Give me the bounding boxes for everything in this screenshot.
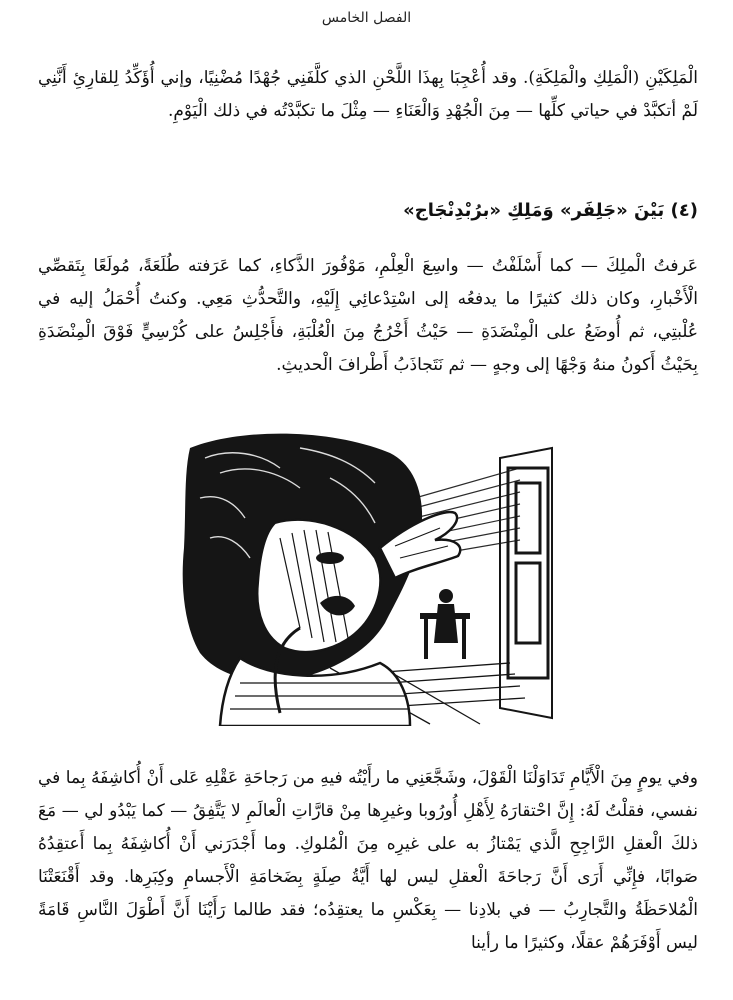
paragraph-king-description: عَرفتُ الْملِكَ — كما أَسْلَفْتُ — واسِعَ الْعِلْمِ، مَوْفُورَ الذَّكاءِ، كما عَرَفته طُلَعَةً، مُولَعًا بِتَقصِّي الْأَخْبارِ، وكان ذلك كثيرًا ما يدفعُه إلى اسْتِدْعائِي إِلَيْهِ، والتَّحدُّثِ مَعِي. وكنتُ أُحْمَلُ إليه في عُلْبتِي، ثم أُوضَعُ على الْمِنْضَدَةِ — حَيْثُ أَخْرُجُ مِنَ الْعُلْبَةِ، فأَجْلِسُ على كُرْسِيٍّ فَوْقَ الْمِنْضَدَةِ بِحَيْثُ أَكونُ منهُ وَجْهًا إلى وجهٍ — ثم نَتَجاذَبُ أَطْرافَ الْحديثِ. xyxy=(38,256,698,375)
paragraph-continuation: الْمَلِكَيْنِ (الْمَلِكِ والْمَلِكَةِ). وقد أُعْجِبَا بِهذَا اللَّحْنِ الذي كلَّفَنِي جُهْدًا مُضْنِيًا، وإني أُؤَكِّدُ لِلقارِئِ أَنَّنِي لَمْ أتكبَّدْ في حياتي كلِّها — مِنَ الْجُهْدِ وَالْعَنَاءِ — مِثْلَ ما تكبَّدْتُه في ذلك الْيَوْمِ. xyxy=(38,68,698,121)
chapter-running-head: الفصل الخامس xyxy=(321,10,412,26)
section-heading: (٤) بَيْنَ «جَلِفَر» وَمَلِكِ «برُبْدِنْجَاج» xyxy=(403,200,698,221)
engraving-illustration xyxy=(180,428,556,726)
paragraph-conversation: وفي يومٍ مِنَ الْأَيَّامِ تَدَاوَلْنَا الْقَوْلَ، وشَجَّعَنِي ما رأَيْتُه فيهِ من رَجاحَةِ عَقْلِهِ عَلى أَنْ أُكاشِفَهُ بِما في نفسي، فقلْتُ لَهُ: إِنَّ احْتقارَهُ لِأَهْلِ أُورُوبا وغيرِها مِنْ قارَّاتِ الْعالَمِ لا يَتَّفِقُ — كما يَبْدُو لي — مَعَ ذلكَ الْعقلِ الرَّاجِحِ الَّذي يَمْتازُ به على غيرِه مِنَ الْمُلوكِ. وما أَجْدَرَني أَنْ أُكاشِفَهُ بِما أَعتقِدُهُ صَوابًا، فإِنِّي أَرَى أَنَّ رَجاحَةَ الْعقلِ ليس لها أَيَّةُ صِلَةٍ بِضَخامَةِ الْأَجسامِ وكِبَرِها. وقد أَقْنَعَتْنَا الْمُلاحَظَةُ والتَّجارِبُ — في بلادِنا — بِعَكْسِ ما يعتقِدُه؛ فقد طالما رَأَيْنَا أَنَّ أَطْوَلَ النَّاسِ قَامَةً ليس أَوْفَرَهُمْ عقلًا، وكثيرًا ما رأينا xyxy=(38,768,698,953)
